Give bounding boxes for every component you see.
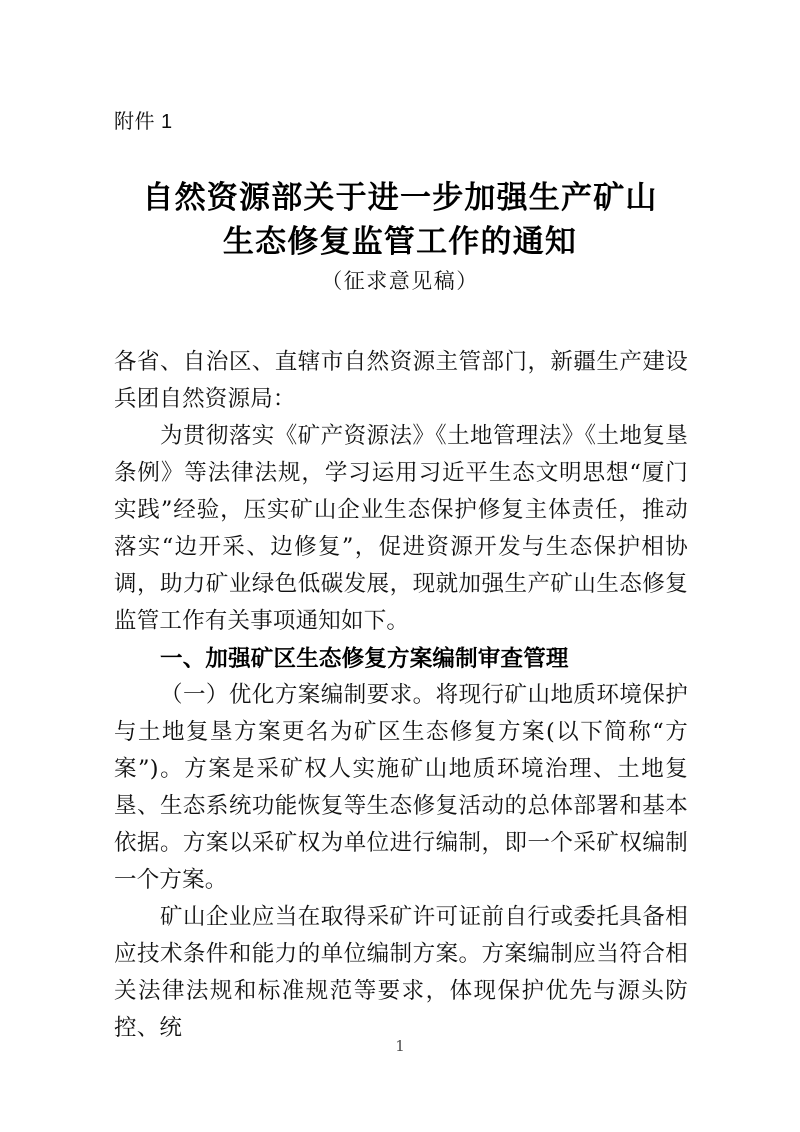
paragraph-purpose: 为贯彻落实《矿产资源法》《土地管理法》《土地复垦条例》等法律法规，学习运用习近平生态文明思想“厦门实践”经验，压实矿山企业生态保护修复主体责任，推动落实“边开采、边修复”，促进资源开发与生态保护相协调，助力矿业绿色低碳发展，现就加强生产矿山生态修复监管工作有关事项通知如下。 [114,423,688,634]
document-body [114,344,688,1047]
paragraph-item-one-second: 矿山企业应当在取得采矿许可证前自行或委托具备相应技术条件和能力的单位编制方案。方案编制应当符合相关法律法规和标准规范等要求，体现保护优先与源头防控、统 [114,904,688,1041]
page-title-line-2: 生态修复监管工作的通知 [222,224,578,260]
attachment-label: 附件 1 [114,111,173,133]
page-title [0,176,800,264]
page-number: 1 [395,1037,405,1055]
paragraph-item-one-first: （一）优化方案编制要求。将现行矿山地质环境保护与土地复垦方案更名为矿区生态修复方案(以下简称“方案”)。方案是采矿权人实施矿山地质环境治理、土地复垦、生态系统功能恢复等生态修复活动的总体部署和基本依据。方案以采矿权为单位进行编制，即一个采矿权编制一个方案。 [114,682,688,893]
section-heading-one: 一、加强矿区生态修复方案编制审查管理 [160,646,569,671]
addressee-line: 各省、自治区、直辖市自然资源主管部门，新疆生产建设兵团自然资源局： [114,349,688,412]
page-subtitle: （征求意见稿） [321,269,479,293]
page-title-line-1: 自然资源部关于进一步加强生产矿山 [142,180,658,216]
